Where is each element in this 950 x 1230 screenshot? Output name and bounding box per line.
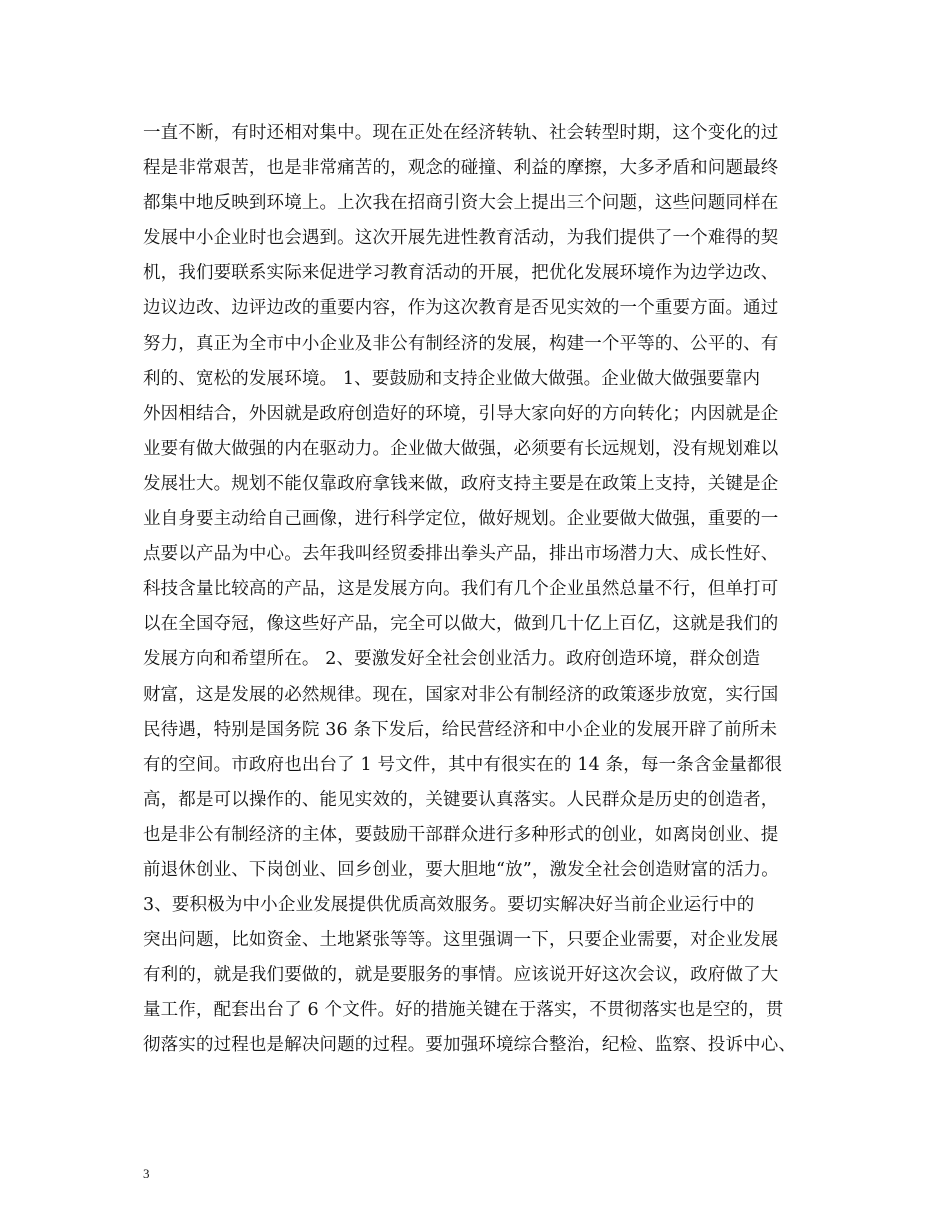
text-line: 发展中小企业时也会遇到。这次开展先进性教育活动，为我们提供了一个难得的契 bbox=[143, 228, 779, 249]
text-line: 利的、宽松的发展环境。 1、要鼓励和支持企业做大做强。企业做大做强要靠内 bbox=[143, 368, 761, 389]
body-text bbox=[143, 116, 843, 1064]
text-line: 高，都是可以操作的、能见实效的，关键要认真落实。人民群众是历史的创造者， bbox=[143, 789, 779, 810]
text-line: 有利的，就是我们要做的，就是要服务的事情。应该说开好这次会议，政府做了大 bbox=[143, 965, 779, 986]
text-line: 程是非常艰苦，也是非常痛苦的，观念的碰撞、利益的摩擦，大多矛盾和问题最终 bbox=[143, 158, 779, 179]
text-line: 业要有做大做强的内在驱动力。企业做大做强，必须要有长远规划，没有规划难以 bbox=[143, 438, 779, 459]
page-number: 3 bbox=[143, 1166, 150, 1181]
text-line: 都集中地反映到环境上。上次我在招商引资大会上提出三个问题，这些问题同样在 bbox=[143, 193, 779, 214]
text-line: 民待遇，特别是国务院 36 条下发后，给民营经济和中小企业的发展开辟了前所未 bbox=[143, 719, 778, 740]
text-line: 业自身要主动给自己画像，进行科学定位，做好规划。企业要做大做强，重要的一 bbox=[143, 509, 779, 530]
text-line: 以在全国夺冠，像这些好产品，完全可以做大，做到几十亿上百亿，这就是我们的 bbox=[143, 614, 779, 635]
text-line: 机，我们要联系实际来促进学习教育活动的开展，把优化发展环境作为边学边改、 bbox=[143, 263, 779, 284]
text-line: 外因相结合，外因就是政府创造好的环境，引导大家向好的方向转化；内因就是企 bbox=[143, 403, 779, 424]
text-line: 一直不断，有时还相对集中。现在正处在经济转轨、社会转型时期，这个变化的过 bbox=[143, 123, 779, 143]
text-line: 量工作，配套出台了 6 个文件。好的措施关键在于落实，不贯彻落实也是空的，贯 bbox=[143, 1000, 784, 1021]
text-line: 财富，这是发展的必然规律。现在，国家对非公有制经济的政策逐步放宽，实行国 bbox=[143, 684, 779, 705]
text-line: 也是非公有制经济的主体，要鼓励干部群众进行多种形式的创业，如离岗创业、提 bbox=[143, 824, 779, 845]
text-line: 发展壮大。规划不能仅靠政府拿钱来做，政府支持主要是在政策上支持，关键是企 bbox=[143, 473, 779, 494]
text-line: 科技含量比较高的产品，这是发展方向。我们有几个企业虽然总量不行，但单打可 bbox=[143, 579, 779, 600]
text-line: 努力，真正为全市中小企业及非公有制经济的发展，构建一个平等的、公平的、有 bbox=[143, 333, 779, 354]
text-line: 彻落实的过程也是解决问题的过程。要加强环境综合整治，纪检、监察、投诉中心、 bbox=[143, 1035, 797, 1056]
text-line: 边议边改、边评边改的重要内容，作为这次教育是否见实效的一个重要方面。通过 bbox=[143, 298, 779, 319]
text-line: 前退休创业、下岗创业、回乡创业，要大胆地“放”，激发全社会创造财富的活力。 bbox=[143, 859, 779, 880]
text-line: 发展方向和希望所在。 2、要激发好全社会创业活力。政府创造环境，群众创造 bbox=[143, 649, 761, 670]
text-line: 突出问题，比如资金、土地紧张等等。这里强调一下，只要企业需要，对企业发展 bbox=[143, 930, 779, 951]
text-line: 有的空间。市政府也出台了 1 号文件，其中有很实在的 14 条，每一条含金量都很 bbox=[143, 754, 783, 775]
text-line: 3、要积极为中小企业发展提供优质高效服务。要切实解决好当前企业运行中的 bbox=[143, 895, 755, 916]
text-line: 点要以产品为中心。去年我叫经贸委排出拳头产品，排出市场潜力大、成长性好、 bbox=[143, 544, 779, 565]
